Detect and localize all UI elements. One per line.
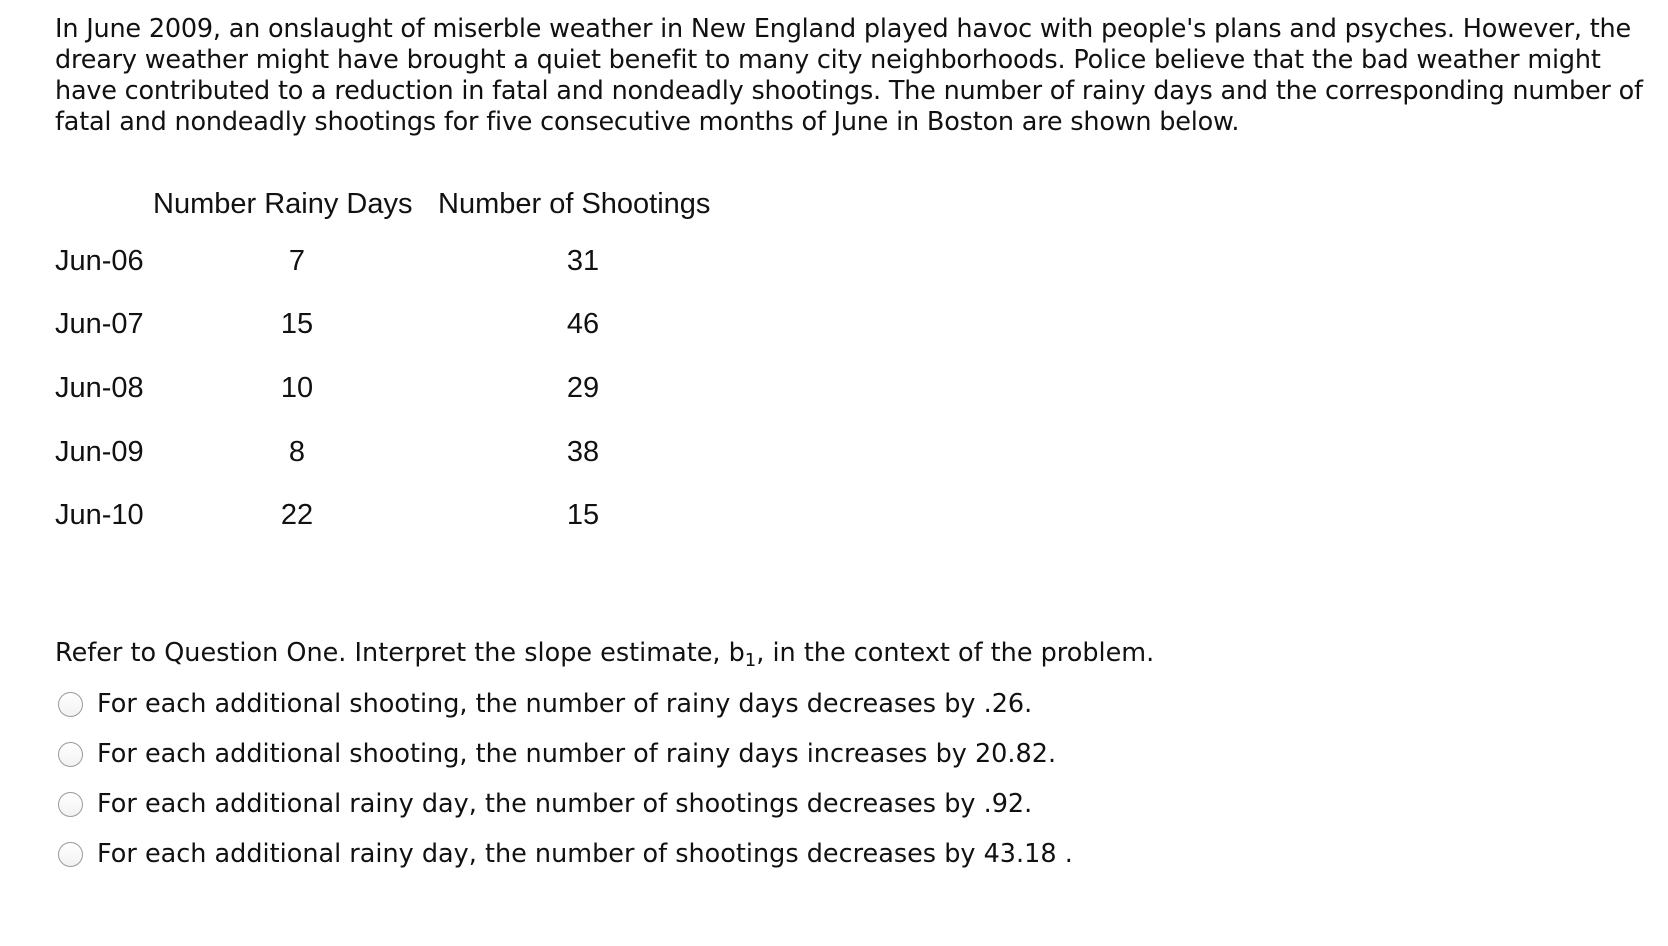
cell-rainy-days: 8 bbox=[288, 436, 306, 468]
radio-button[interactable] bbox=[58, 692, 83, 717]
cell-rainy-days: 22 bbox=[280, 499, 314, 531]
cell-rainy-days: 7 bbox=[288, 245, 306, 277]
radio-button[interactable] bbox=[58, 742, 83, 767]
cell-shootings: 38 bbox=[566, 436, 600, 468]
answer-option-1[interactable] bbox=[55, 687, 1155, 727]
cell-shootings: 46 bbox=[566, 308, 600, 340]
header-shootings: Number of Shootings bbox=[438, 188, 711, 220]
table-row bbox=[55, 308, 755, 344]
answer-option-3[interactable] bbox=[55, 787, 1155, 827]
question-suffix: , in the context of the problem. bbox=[756, 638, 1155, 668]
question-subscript: 1 bbox=[744, 650, 757, 671]
table-row bbox=[55, 436, 755, 472]
answer-option-label[interactable]: For each additional shooting, the number of rainy days increases by 20.82. bbox=[97, 739, 1057, 769]
cell-month: Jun-08 bbox=[55, 372, 144, 404]
cell-month: Jun-07 bbox=[55, 308, 144, 340]
radio-button[interactable] bbox=[58, 792, 83, 817]
answer-option-label[interactable]: For each additional shooting, the number of rainy days decreases by .26. bbox=[97, 689, 1033, 719]
question-text bbox=[55, 637, 1154, 669]
cell-shootings: 15 bbox=[566, 499, 600, 531]
answer-option-4[interactable] bbox=[55, 837, 1155, 877]
cell-month: Jun-10 bbox=[55, 499, 144, 531]
cell-shootings: 31 bbox=[566, 245, 600, 277]
answer-option-2[interactable] bbox=[55, 737, 1155, 777]
table-row bbox=[55, 499, 755, 535]
cell-rainy-days: 10 bbox=[280, 372, 314, 404]
answer-option-label[interactable]: For each additional rainy day, the number of shootings decreases by .92. bbox=[97, 789, 1033, 819]
problem-intro-text: In June 2009, an onslaught of miserble weather in New England played havoc with people's plans and psyches. However, the dreary weather might have brought a quiet benefit to many city neighborhoods. Police believe that the bad weather might have contributed to a reduction in fatal and nondeadly shootings. The number of rainy days and the corresponding number of fatal and nondeadly shootings for five consecutive months of June in Boston are shown below. bbox=[55, 14, 1643, 137]
header-rainy-days: Number Rainy Days bbox=[153, 188, 413, 220]
cell-shootings: 29 bbox=[566, 372, 600, 404]
table-row bbox=[55, 245, 755, 281]
question-prefix: Refer to Question One. Interpret the slope estimate, b bbox=[55, 638, 745, 668]
cell-month: Jun-09 bbox=[55, 436, 144, 468]
cell-rainy-days: 15 bbox=[280, 308, 314, 340]
radio-button[interactable] bbox=[58, 842, 83, 867]
table-row bbox=[55, 372, 755, 408]
answer-option-label[interactable]: For each additional rainy day, the number of shootings decreases by 43.18 . bbox=[97, 839, 1073, 869]
cell-month: Jun-06 bbox=[55, 245, 144, 277]
